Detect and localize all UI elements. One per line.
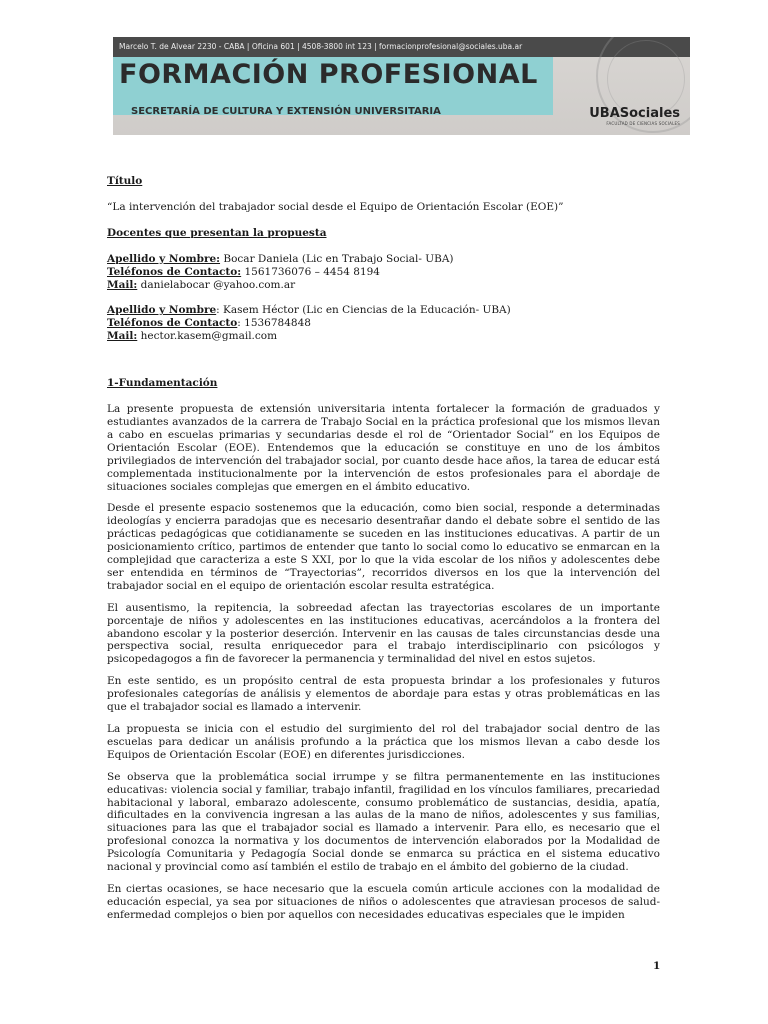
banner-subtitle: SECRETARÍA DE CULTURA Y EXTENSIÓN UNIVERSITARIA — [131, 106, 441, 117]
paragraph: La propuesta se inicia con el estudio del surgimiento del rol del trabajador social dentro de las escuelas para dedicar un análisis profundo a la práctica que los mismos llevan a cabo desde los Equipos de Orientación Escolar (EOE) en diferentes jurisdicciones. — [107, 723, 660, 761]
name-value: Bocar Daniela (Lic en Trabajo Social- UBA) — [220, 252, 454, 265]
name-label: Apellido y Nombre: — [107, 252, 221, 265]
mail-value: hector.kasem@gmail.com — [137, 330, 278, 343]
document-body — [107, 175, 660, 931]
titulo-heading: Título — [107, 175, 143, 187]
uba-sociales-logo — [589, 107, 680, 126]
paragraph: En ciertas ocasiones, se hace necesario que la escuela común articule acciones con la modalidad de educación especial, ya sea por situaciones de niños o adolescentes que atraviesan procesos de salud-enfermedad complejos o bien por aquellos con necesidades educativas especiales que le impiden — [107, 882, 660, 921]
paragraph: La presente propuesta de extensión universitaria intenta fortalecer la formación de graduados y estudiantes avanzados de la carrera de Trabajo Social en la práctica profesional que los mismos llevan a cabo en escuelas primarias y secundarias desde el rol de “Orientador Social” en los Equipos de Orientación Escolar (EOE). Entendemos que la educación se constituye en uno de los ámbitos privilegiados de intervención del trabajador social, por cuanto desde hace años, la tarea de educar está complementada institucionalmente por la intervención de estos profesionales para el abordaje de situaciones sociales complejas que emergen en el ámbito educativo. — [107, 403, 660, 493]
mail-value: danielabocar @yahoo.com.ar — [137, 278, 296, 291]
paragraph: El ausentismo, la repitencia, la sobreedad afectan las trayectorias escolares de un importante porcentaje de niños y adolescentes en las instituciones educativas, acercándolos a la frontera del abandono escolar y la posterior deserción. Intervenir en las causas de tales circunstancias desde una perspectiva social, resulta enriquecedor para el trabajo interdisciplinario con psicólogos y psicopedagogos a fin de favorecer la permanencia y terminalidad del nivel en estos sujetos. — [107, 601, 660, 666]
name-label: Apellido y Nombre — [107, 304, 217, 317]
paragraph: Desde el presente espacio sostenemos que la educación, como bien social, responde a determinadas ideologías y encierra paradojas que es necesario desentrañar dando el debate sobre el sentido de las prácticas pedagógicas que cotidianamente se suceden en las instituciones educativas. A partir de un posicionamiento crítico, partimos de entender que tanto lo social como lo educativo se enmarcan en la complejidad que caracteriza a este S XXI, por lo que la vida escolar de los niños y adolescentes debe ser entendida en términos de “Trayectorias”, recorridos diversos en los que la intervención del trabajador social en el equipo de orientación escolar resulta estratégica. — [107, 502, 660, 592]
phone-label: Teléfonos de Contacto: — [107, 265, 242, 278]
phone-value: : 1536784848 — [237, 317, 311, 330]
header-banner — [113, 37, 690, 135]
docentes-heading: Docentes que presentan la propuesta — [107, 226, 327, 239]
person-block — [107, 253, 660, 292]
banner-title: FORMACIÓN PROFESIONAL — [119, 59, 538, 90]
phone-value: 1561736076 – 4454 8194 — [241, 265, 380, 278]
logo-text: UBASociales — [589, 106, 680, 121]
logo-subtext: FACULTAD DE CIENCIAS SOCIALES — [606, 121, 680, 126]
name-value: : Kasem Héctor (Lic en Ciencias de la Educación- UBA) — [216, 304, 511, 317]
section-heading: 1-Fundamentación — [107, 377, 218, 390]
banner-address: Marcelo T. de Alvear 2230 - CABA | Oficina 601 | 4508-3800 int 123 | formacionprofesional@sociales.uba.ar — [113, 37, 690, 57]
person-block — [107, 304, 660, 343]
paragraph: Se observa que la problemática social irrumpe y se filtra permanentemente en las instituciones educativas: violencia social y familiar, trabajo infantil, fragilidad en los vínculos familiares, precariedad habitacional y laboral, embarazo adolescente, consumo problemático de sustancias, desidia, apatía, dificultades en la convivencia ingresan a las aulas de la mano de niños, adolescentes y sus familias, situaciones para las que el trabajador social es llamado a intervenir. Para ello, es necesario que el profesional conozca la normativa y los documentos de intervención elaborados por la Modalidad de Psicología Comunitaria y Pedagogía Social donde se enmarca su práctica en el sistema educativo nacional y provincial como así también el estilo de trabajo en el ámbito del gobierno de la ciudad. — [107, 770, 660, 874]
page-number: 1 — [653, 960, 661, 972]
mail-label: Mail: — [107, 278, 138, 291]
titulo-text: “La intervención del trabajador social desde el Equipo de Orientación Escolar (EOE)” — [107, 200, 564, 213]
phone-label: Teléfonos de Contacto — [107, 317, 238, 330]
paragraph: En este sentido, es un propósito central de esta propuesta brindar a los profesionales y futuros profesionales categorías de análisis y elementos de abordaje para estas y otras problemáticas en las que el trabajador social es llamado a intervenir. — [107, 675, 660, 714]
mail-label: Mail: — [107, 330, 138, 343]
